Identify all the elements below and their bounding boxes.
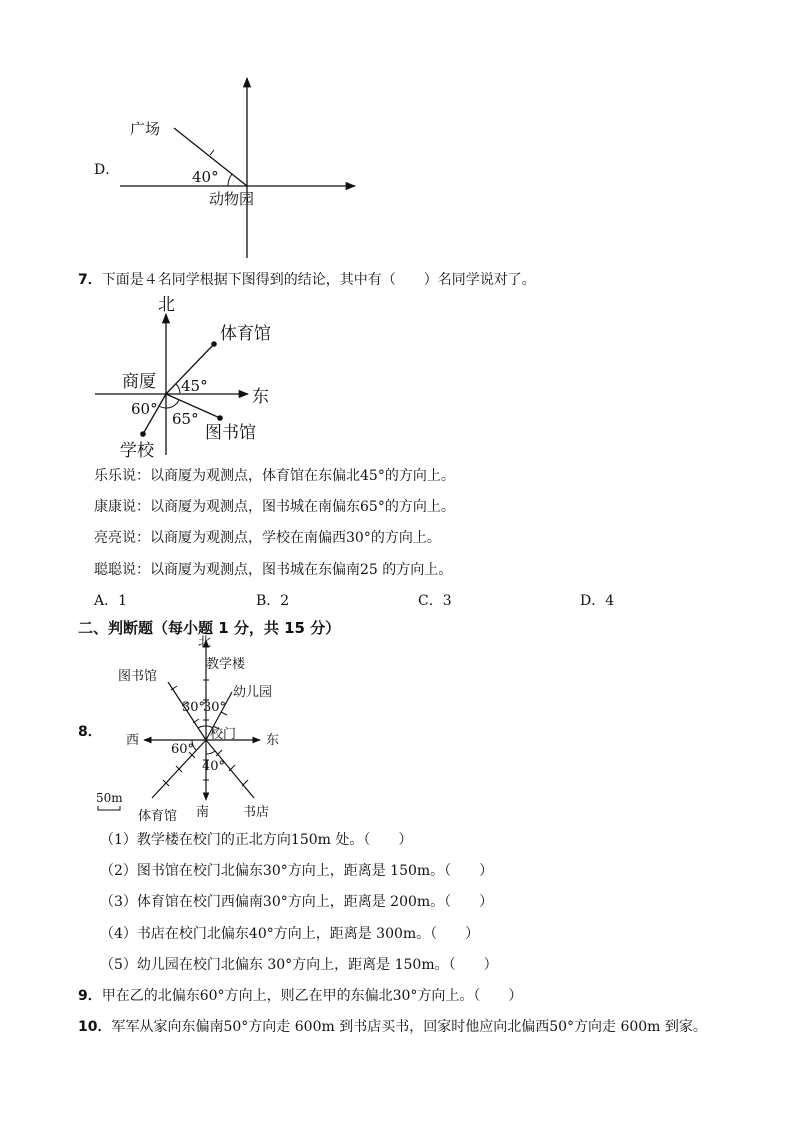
angle-arc — [228, 174, 232, 186]
q7-number: 7． — [78, 272, 102, 288]
teaching-building-label: 教学楼 — [206, 657, 246, 672]
scale-bar — [98, 806, 120, 810]
arc-60 — [159, 406, 166, 408]
question-9 — [78, 987, 522, 1005]
question-7 — [78, 271, 536, 289]
east-label: 东 — [252, 387, 269, 407]
q8-item-3: （3）体育馆在校门西偏南30°方向上，距离是 200m。（ ） — [100, 894, 494, 910]
q9-number: 9． — [78, 988, 102, 1004]
q10-text: 军军从家向东偏南50°方向走 600m 到书店买书，回家时他应向北偏西50°方向走 600m 到家。 — [111, 1019, 707, 1035]
option-c[interactable]: C．3 — [418, 593, 452, 609]
option-d[interactable]: D．4 — [580, 593, 615, 609]
section-2-title: 二、判断题（每小题 1 分，共 15 分） — [78, 619, 341, 637]
shopping-mall-diagram — [90, 290, 390, 465]
q8-number: 8． — [78, 724, 102, 740]
q9-text: 甲在乙的北偏东60°方向上，则乙在甲的东偏北30°方向上。（ ） — [101, 988, 523, 1004]
zoo-square-diagram — [110, 70, 370, 265]
east-label: 东 — [266, 733, 280, 748]
option-a[interactable]: A．1 — [94, 593, 128, 609]
south-label: 南 — [196, 805, 210, 820]
tick-mark — [210, 150, 214, 155]
center-label: 商厦 — [122, 372, 156, 392]
west-label: 西 — [126, 733, 140, 748]
option-b[interactable]: B．2 — [256, 593, 290, 609]
bookstore-label: 书店 — [243, 805, 270, 820]
q8-item-1: （1）教学楼在校门的正北方向150m 处。（ ） — [100, 832, 413, 848]
q7-stem: 下面是４名同学根据下图得到的结论，其中有（ ）名同学说对了。 — [101, 272, 536, 288]
arc-40 — [206, 751, 215, 754]
school-point — [140, 431, 146, 437]
angle-65-label: 65° — [172, 410, 199, 428]
q8-item-2: （2）图书馆在校门北偏东30°方向上，距离是 150m。（ ） — [100, 863, 494, 879]
arc-45 — [176, 384, 180, 394]
question-10 — [78, 1018, 707, 1036]
school-label: 学校 — [120, 441, 154, 461]
library-label: 图书馆 — [205, 423, 256, 443]
angle-30-left: 30° — [182, 700, 206, 715]
angle-45-label: 45° — [181, 377, 208, 395]
scale-label: 50m — [96, 791, 123, 805]
option-d-label: D． — [94, 162, 120, 178]
zoo-label: 动物园 — [209, 190, 255, 208]
angle-40-label: 40° — [202, 759, 226, 774]
arc-30-left — [198, 726, 206, 728]
q8-item-4: （4）书店在校门北偏东40°方向上，距离是 300m。（ ） — [100, 926, 480, 942]
statement-congcong: 聪聪说：以商厦为观测点，图书城在东偏南25 的方向上。 — [94, 562, 453, 578]
north-label: 北 — [158, 295, 175, 315]
library-label: 图书馆 — [118, 669, 158, 684]
arc-65 — [166, 400, 179, 408]
kindergarten-label: 幼儿园 — [233, 685, 273, 700]
gym-label: 体育馆 — [220, 324, 271, 344]
north-label: 北 — [198, 635, 212, 650]
q10-number: 10． — [78, 1019, 112, 1035]
gym-label: 体育馆 — [138, 809, 178, 824]
school-gate-diagram — [92, 634, 292, 824]
statement-lele: 乐乐说：以商厦为观测点，体育馆在东偏北45°的方向上。 — [94, 468, 455, 484]
statement-kangkang: 康康说：以商厦为观测点，图书城在南偏东65°的方向上。 — [94, 499, 455, 515]
statement-liangliang: 亮亮说：以商厦为观测点，学校在南偏西30°的方向上。 — [94, 530, 441, 546]
angle-label: 40° — [192, 168, 219, 186]
gate-label: 校门 — [210, 727, 237, 742]
angle-60-label: 60° — [171, 742, 195, 757]
library-point — [217, 415, 223, 421]
gym-point — [211, 341, 217, 347]
angle-60-label: 60° — [131, 400, 158, 418]
q8-item-5: （5）幼儿园在校门北偏东 30°方向上，距离是 150m。（ ） — [100, 957, 498, 973]
angle-30-right: 30° — [203, 700, 227, 715]
square-label: 广场 — [130, 120, 161, 138]
